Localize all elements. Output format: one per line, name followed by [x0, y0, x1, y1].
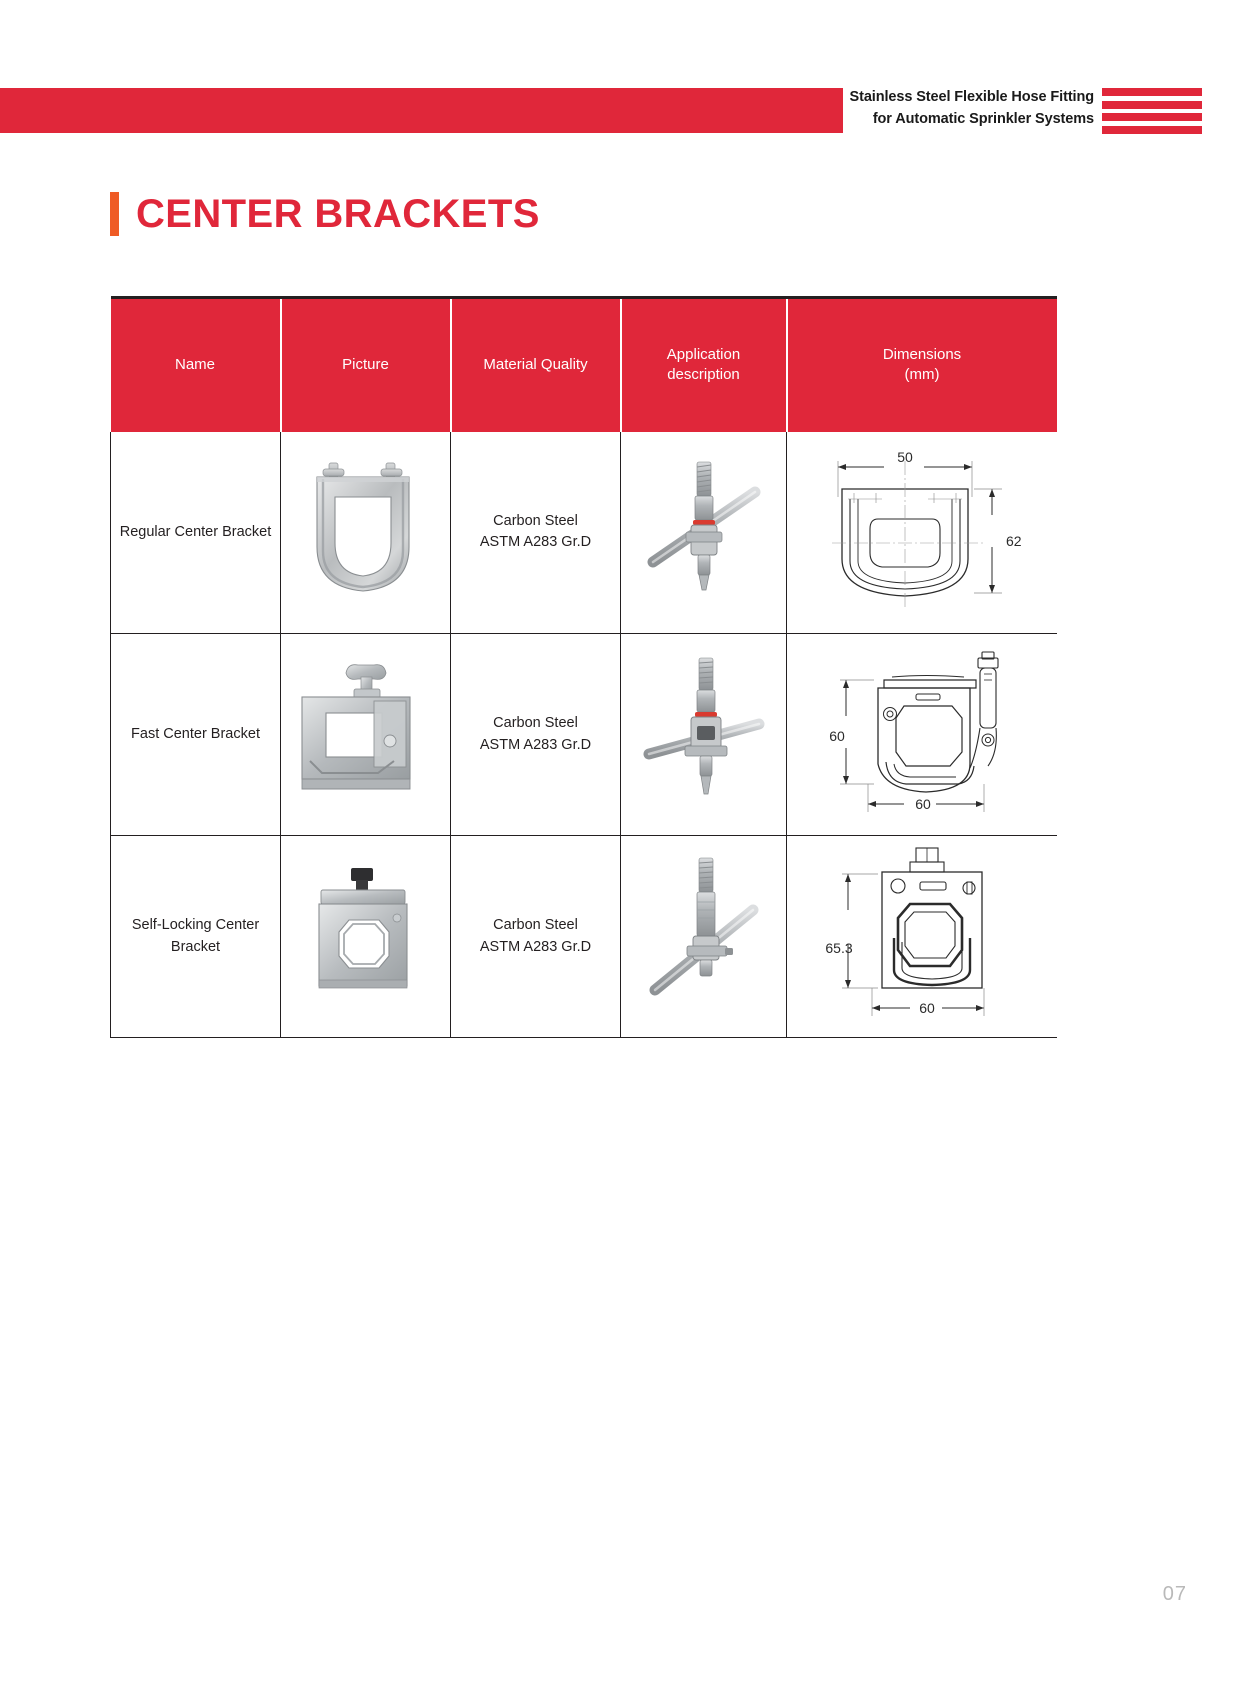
product-application-self-locking [621, 836, 787, 1038]
table-header [111, 298, 1057, 432]
material-line1: Carbon Steel [493, 715, 578, 732]
header-stripe-1 [1102, 88, 1202, 96]
product-name-fast: Fast Center Bracket [111, 634, 281, 836]
material-line2: ASTM A283 Gr.D [479, 938, 592, 955]
column-header-picture: Picture [281, 298, 451, 432]
product-photo-self-locking [281, 836, 451, 1038]
table-body [111, 432, 1057, 1038]
product-name-line2: Bracket [170, 938, 221, 955]
self-locking-center-bracket-photo-icon [291, 862, 441, 1012]
page-number: 07 [1162, 1583, 1187, 1605]
product-photo-regular [281, 432, 451, 634]
dimension-height-label-regular: 62 [1005, 533, 1022, 550]
product-name-self-locking [111, 836, 281, 1038]
product-photo-fast [281, 634, 451, 836]
column-header-application-line2: description [667, 366, 740, 384]
product-material-self-locking [451, 836, 621, 1038]
table-row [111, 634, 1057, 836]
column-header-application-line1: Application [666, 346, 741, 363]
product-table [110, 296, 1057, 1038]
self-locking-bracket-drawing-icon [806, 846, 1038, 1028]
fast-bracket-application-icon [639, 650, 769, 820]
regular-bracket-application-icon [639, 450, 769, 615]
header-stripe-2 [1102, 101, 1202, 109]
dimension-width-label-fast: 60 [914, 795, 931, 812]
column-header-material-quality: Material Quality [451, 298, 621, 432]
product-dimensions-self-locking [787, 836, 1057, 1038]
self-locking-bracket-application-icon [639, 852, 769, 1022]
product-name-line1: Self-Locking Center [131, 917, 260, 934]
product-dimensions-fast [787, 634, 1057, 836]
regular-bracket-drawing-icon [806, 441, 1038, 623]
fast-bracket-drawing-icon [806, 644, 1038, 826]
header-title-line1: Stainless Steel Flexible Hose Fitting [849, 89, 1094, 105]
title-accent-bar [110, 192, 119, 236]
page-title-wrapper [110, 192, 540, 236]
header-title [674, 86, 1094, 130]
product-material-regular [451, 432, 621, 634]
material-line2: ASTM A283 Gr.D [479, 534, 592, 551]
product-dimensions-regular [787, 432, 1057, 634]
header-stripe-4 [1102, 126, 1202, 134]
dimension-width-label-self-locking: 60 [918, 999, 935, 1016]
product-name-regular: Regular Center Bracket [111, 432, 281, 634]
header-stripe-3 [1102, 113, 1202, 121]
column-header-dimensions-line1: Dimensions [882, 346, 962, 363]
dimension-height-label-fast: 60 [828, 727, 845, 744]
dimension-width-label-regular: 50 [896, 449, 913, 466]
regular-center-bracket-photo-icon [291, 455, 441, 610]
column-header-application-description [621, 298, 787, 432]
table-row [111, 836, 1057, 1038]
page-title: CENTER BRACKETS [136, 192, 540, 236]
material-line2: ASTM A283 Gr.D [479, 736, 592, 753]
material-line1: Carbon Steel [493, 513, 578, 530]
product-application-fast [621, 634, 787, 836]
column-header-dimensions [787, 298, 1057, 432]
header-stripes-decoration [1102, 88, 1202, 134]
product-application-regular [621, 432, 787, 634]
table-row [111, 432, 1057, 634]
dimension-height-label-self-locking: 65.3 [825, 939, 853, 956]
column-header-dimensions-line2: (mm) [904, 366, 940, 384]
header-title-line2: for Automatic Sprinkler Systems [872, 111, 1094, 128]
column-header-name: Name [111, 298, 281, 432]
material-line1: Carbon Steel [493, 917, 578, 934]
table-header-row [111, 298, 1057, 432]
fast-center-bracket-photo-icon [286, 657, 446, 812]
product-material-fast [451, 634, 621, 836]
